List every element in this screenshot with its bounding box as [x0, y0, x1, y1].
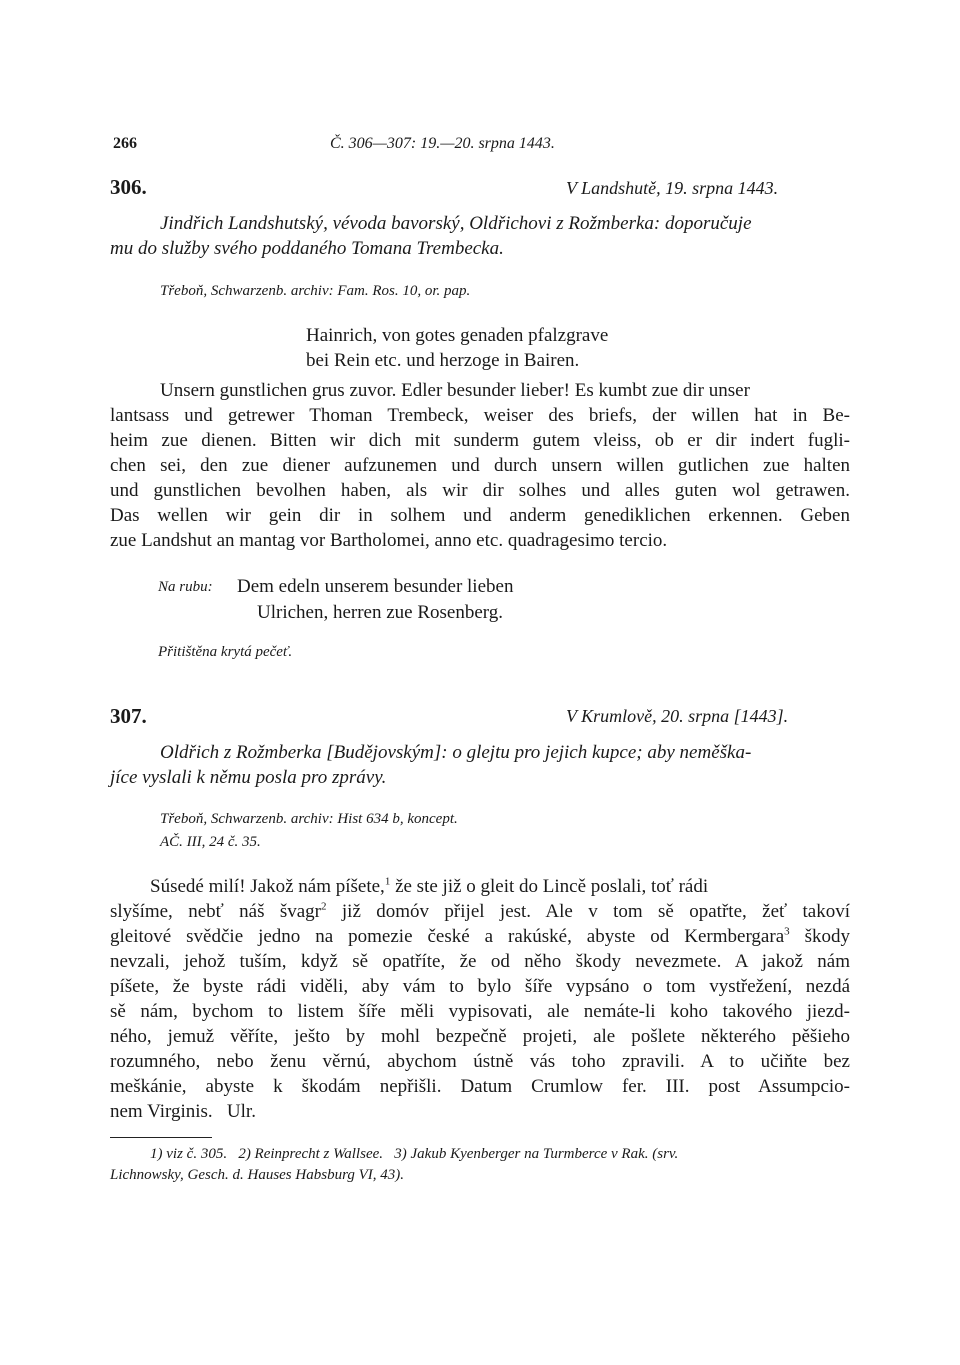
text-line: lantsass und getrewer Thoman Trembeck, weiser des briefs, der willen hat in Be-	[110, 405, 850, 426]
text-line: zue Landshut an mantag vor Bartholomei, anno etc. quadragesimo tercio.	[110, 530, 668, 551]
doc306-source: Třeboň, Schwarzenb. archiv: Fam. Ros. 10, or. pap.	[160, 283, 471, 299]
footnote-line: 1) viz č. 305. 2) Reinprecht z Wallsee. 3) Jakub Kyenberger na Turmberce v Rak. (srv.	[150, 1146, 679, 1162]
page-number: 266	[113, 135, 137, 152]
text-line: nevzali, jehož tuším, když sě opatříte, že od něho škody nevezmete. A jakož nám	[110, 951, 850, 972]
doc307-source-line: Třeboň, Schwarzenb. archiv: Hist 634 b, koncept.	[160, 811, 458, 827]
doc307-number: 307.	[110, 704, 147, 728]
doc306-salutation-line: Hainrich, von gotes genaden pfalzgrave	[306, 325, 609, 346]
text-line: slyšíme, nebť náš švagr$^2$ již domóv přijel jest. Ale v tom sě opatřte, žeť takoví	[110, 900, 850, 922]
doc306-seal-note: Přitištěna krytá pečeť.	[158, 644, 293, 660]
text-line: gleitové svědčie jedno na pomezie české a rakúské, abyste od Kermbergara$^3$ škody	[110, 925, 850, 947]
text-line: meškánie, abyste k škodám nepřišli. Datum Crumlow fer. III. post Assumpcio-	[110, 1076, 850, 1097]
text-line: heim zue dienen. Bitten wir dich mit sunderm gutem vleiss, ob er dir indert fugli-	[110, 430, 850, 451]
doc306-place-date: V Landshutě, 19. srpna 1443.	[566, 178, 779, 198]
doc306-address-line: Ulrichen, herren zue Rosenberg.	[257, 602, 504, 623]
doc306-summary-line: mu do služby svého poddaného Tomana Trembecka.	[110, 238, 504, 259]
text-line: und gunstlichen bevolhen haben, als wir dir solhes und alles guten wol getrawen.	[110, 480, 850, 501]
text-line: Unsern gunstlichen grus zuvor. Edler besunder lieber! Es kumbt zue dir unser	[160, 380, 750, 401]
doc306-summary-line: Jindřich Landshutský, vévoda bavorský, Oldřichovi z Rožmberka: doporučuje	[160, 213, 752, 234]
doc307-place-date: V Krumlově, 20. srpna [1443].	[566, 706, 789, 726]
running-title: Č. 306—307: 19.—20. srpna 1443.	[330, 135, 555, 152]
text-line: píšete, že byste rádi viděli, aby vám to bylo šíře vypsáno o tom vystřežení, nezdá	[110, 976, 850, 997]
doc306-text	[110, 378, 850, 553]
text-line: ného, jemuž věříte, ješto by mohl bezpečně projeti, ale pošlete některého pěšieho	[110, 1026, 850, 1047]
doc306-number: 306.	[110, 175, 147, 199]
doc307-summary-line: jíce vyslali k němu posla pro zprávy.	[110, 767, 387, 788]
text-line: nem Virginis. Ulr.	[110, 1101, 256, 1122]
text-line: sě nám, bychom to listem šíře měli vypisovati, ale nemáte-li koho takového jiezd-	[110, 1001, 850, 1022]
doc307-source-line: AČ. III, 24 č. 35.	[160, 834, 261, 850]
text-line: chen sei, den zue diener aufzunemen und durch unsern willen gutlichen zue halten	[110, 455, 850, 476]
footnote-line: Lichnowsky, Gesch. d. Hauses Habsburg VI, 43).	[110, 1167, 405, 1183]
doc307-text	[110, 874, 850, 1124]
doc306-address-line: Dem edeln unserem besunder lieben	[237, 576, 514, 597]
doc306-address-label: Na rubu:	[158, 579, 213, 595]
footnote-divider	[110, 1137, 212, 1138]
text-line: Das wellen wir gein dir in solhem und anderm genediklichen erkennen. Geben	[110, 505, 850, 526]
text-line: rozumného, nebo ženu věrnú, abychom ústně vás toho zpravili. A to učiňte bez	[110, 1051, 850, 1072]
doc306-salutation-line: bei Rein etc. und herzoge in Bairen.	[306, 350, 580, 371]
doc307-summary-line: Oldřich z Rožmberka [Budějovským]: o glejtu pro jejich kupce; aby neměška-	[160, 742, 752, 763]
text-line: Súsedé milí! Jakož nám píšete,$^1$ že ste již o gleit do Lincě poslali, toť rádi	[150, 875, 709, 897]
